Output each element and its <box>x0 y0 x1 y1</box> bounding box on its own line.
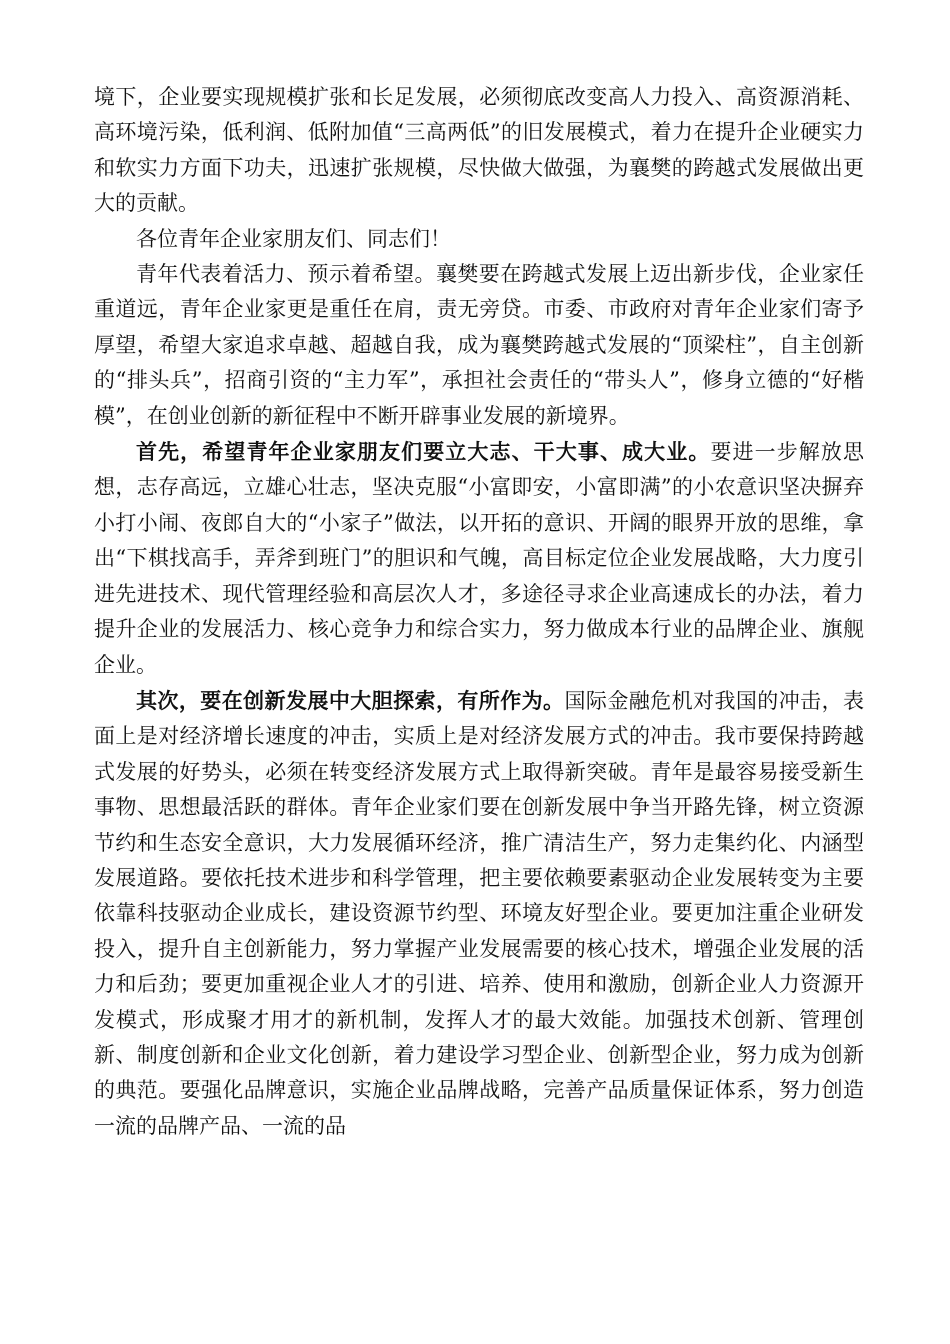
paragraph-5 <box>94 683 864 1144</box>
paragraph-1-text: 境下，企业要实现规模扩张和长足发展，必须彻底改变高人力投入、高资源消耗、高环境污染，低利润、低附加值“三高两低”的旧发展模式，着力在提升企业硬实力和软实力方面下功夫，迅速扩张规模，尽快做大做强，为襄樊的跨越式发展做出更大的贡献。 <box>94 85 864 216</box>
paragraph-3 <box>94 257 864 434</box>
paragraph-1 <box>94 80 864 222</box>
paragraph-5-text: 国际金融危机对我国的冲击，表面上是对经济增长速度的冲击，实质上是对经济发展方式的冲击。我市要保持跨越式发展的好势头，必须在转变经济发展方式上取得新突破。青年是最容易接受新生事物、思想最活跃的群体。青年企业家们要在创新发展中争当开路先锋，树立资源节约和生态安全意识，大力发展循环经济，推广清洁生产，努力走集约化、内涵型发展道路。要依托技术进步和科学管理，把主要依赖要素驱动企业发展转变为主要依靠科技驱动企业成长，建设资源节约型、环境友好型企业。要更加注重企业研发投入，提升自主创新能力，努力掌握产业发展需要的核心技术，增强企业发展的活力和后劲；要更加重视企业人才的引进、培养、使用和激励，创新企业人力资源开发模式，形成聚才用才的新机制，发挥人才的最大效能。加强技术创新、管理创新、制度创新和企业文化创新，着力建设学习型企业、创新型企业，努力成为创新的典范。要强化品牌意识，实施企业品牌战略，完善产品质量保证体系，努力创造一流的品牌产品、一流的品 <box>94 688 864 1138</box>
document-body <box>94 80 864 1144</box>
paragraph-2-text: 各位青年企业家朋友们、同志们！ <box>136 226 451 251</box>
paragraph-4-text: 要进一步解放思想，志存高远，立雄心壮志，坚决克服“小富即安，小富即满”的小农意识坚决摒弃小打小闹、夜郎自大的“小家子”做法，以开拓的意识、开阔的眼界开放的思维，拿出“下棋找高手，弄斧到班门”的胆识和气魄，高目标定位企业发展战略，大力度引进先进技术、现代管理经验和高层次人才，多途径寻求企业高速成长的办法，着力提升企业的发展活力、核心竞争力和综合实力，努力做成本行业的品牌企业、旗舰企业。 <box>94 440 864 677</box>
paragraph-4 <box>94 434 864 683</box>
paragraph-5-lead: 其次，要在创新发展中大胆探索，有所作为。 <box>136 687 565 713</box>
paragraph-2 <box>94 222 864 257</box>
paragraph-4-lead: 首先，希望青年企业家朋友们要立大志、干大事、成大业。 <box>136 439 711 465</box>
paragraph-3-text: 青年代表着活力、预示着希望。襄樊要在跨越式发展上迈出新步伐，企业家任重道远，青年企业家更是重任在肩，责无旁贷。市委、市政府对青年企业家们寄予厚望，希望大家追求卓越、超越自我，成为襄樊跨越式发展的“顶梁柱”，自主创新的“排头兵”，招商引资的“主力军”，承担社会责任的“带头人”，修身立德的“好楷模”，在创业创新的新征程中不断开辟事业发展的新境界。 <box>94 262 864 428</box>
